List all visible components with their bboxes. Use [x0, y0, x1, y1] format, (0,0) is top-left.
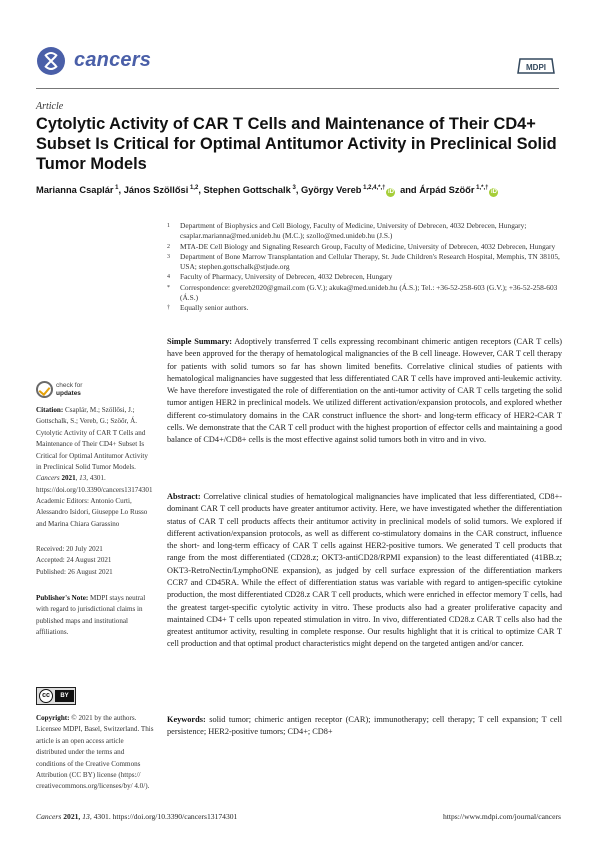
author-affiliation-marks: 1,*,† [474, 185, 489, 191]
affiliation-marker: 3 [167, 253, 170, 260]
affiliation-item [167, 252, 562, 273]
orcid-icon[interactable]: iD [490, 189, 497, 195]
footer-journal: Cancers [36, 812, 62, 821]
publisher-note-text: MDPI stays neutral with regard to jurisdictional claims in published maps and institutional affiliations. [36, 594, 146, 637]
affiliation-marker: 1 [167, 223, 170, 229]
footer-journal-url[interactable]: https://www.mdpi.com/journal/cancers [442, 812, 561, 821]
affiliation-text: Equally senior authors. [180, 303, 249, 313]
editors-text: Antonio Curti, Alessandro Isidori, Giuseppe Lo Russo and Marina Chiara Garassino [36, 497, 148, 528]
simple-summary-label: Simple Summary: [167, 337, 233, 346]
affiliation-text: MTA-DE Cell Biology and Signaling Research Group, Faculty of Medicine, University of Debrecen, 4032 Debrecen, Hungary [180, 241, 556, 251]
author-name: Stephen Gottschalk [203, 185, 291, 195]
simple-summary [167, 336, 562, 447]
affiliation-marker: * [167, 284, 170, 291]
keywords-label: Keywords: [167, 715, 206, 724]
citation-volume: 13, [79, 474, 89, 483]
author-name: Árpád Szöőr [419, 185, 475, 195]
check-updates-line1: check for [56, 382, 83, 389]
affiliation-text: Department of Bone Marrow Transplantation and Cellular Therapy, St. Jude Children's Research Hospital, Memphis, TN 38105, USA; stephen.gottschalk@stjude.org [180, 251, 560, 272]
affiliation-text: Department of Biophysics and Cell Biology, Faculty of Medicine, University of Debrecen, 4032 Debrecen, Hungary; csaplar.marianna@med.unideb.hu (M.C.); szollo@med.unideb.hu (J.S.) [180, 221, 527, 241]
citation-block: Citation: Csaplár, M.; Szöllősi, J.; Gottschalk, S.; Vereb, G.; Szöőr, Á. Cytolytic Activity of CAR T Cells and Maintenance of Their CD4+ Subset Is Critical for Optimal Antitumor Activity in Preclinical Solid Tumor Models. Cancers 2021, 13, 4301. https://doi.org/10.3390/cancers13174301 [36, 406, 153, 494]
editors-label: Academic Editors: [36, 497, 89, 505]
abstract-label: Abstract: [167, 492, 201, 501]
footer-citation [36, 812, 237, 821]
abstract-text: Correlative clinical studies of hematological malignancies have implicated that less differentiated, CD8+-dominant CAR T cell products have greater antitumor activity. Here, we have investigated whether the differentiation status of CAR T cell products affects their antitumor activity in preclinical models of solid tumors. We explored if different activation/expansion protocols, as well as different co-stimulatory domains in the CAR construct, influence the short- and long-term efficacy of CAR T cells against HER2-positive tumors. We generated T cell products that range from the most differentiated (CD28.z; OKT3-antiCD28/RPMI expansion) to the least differentiated (41BB.z; OKT3-RetroNectin/LymphoONE expansion), as judged by cell surface expression of the differentiation markers CCR7 and CD45RA. While the effect of differentiation status was variable with regard to antigen-specific cytokine production, the most differentiated CD28.z CAR T cell products, which were enriched in effector memory T cells, had the greatest target-specific cytolytic activity in vitro. These products also had a greater proliferative capacity and maintained CD4+ T cells upon repeated stimulation in vitro. In vivo, differentiated CD28.z CAR T cells also had the greatest antitumor activity, resulting in complete response. Our results highlight that it is critical to optimize CAR T cell production and that optimal product characteristics might depend on the targeted antigen and/or cancer. [167, 492, 563, 649]
cancers-journal-logo-icon [36, 46, 66, 76]
footer-volume: 13, [82, 812, 92, 821]
published-date: Published: 26 August 2021 [36, 567, 113, 576]
mdpi-logo-icon [516, 55, 556, 77]
accepted-date: Accepted: 24 August 2021 [36, 556, 112, 565]
check-for-updates-button[interactable] [36, 380, 92, 402]
affiliation-marker: † [167, 305, 170, 312]
publisher-note-block [36, 593, 154, 639]
check-updates-line2: updates [56, 389, 81, 397]
affiliation-text: Faculty of Pharmacy, University of Debrecen, 4032 Debrecen, Hungary [180, 272, 393, 282]
article-type: Article [36, 101, 64, 112]
keywords [167, 714, 562, 739]
affiliation-item [167, 242, 562, 252]
affiliation-marker: 4 [167, 274, 170, 281]
dates-block [36, 544, 154, 578]
footer-doi-link[interactable]: 4301. https://doi.org/10.3390/cancers13174301 [93, 812, 238, 821]
publisher-note-label: Publisher's Note: [36, 594, 89, 602]
copyright-text: © 2021 by the authors. Licensee MDPI, Basel, Switzerland. This article is an open access article distributed under the terms and conditions of the Creative Commons Attribution (CC BY) license (https:// creativecommons.org/licenses/by/ 4.0/). [36, 714, 154, 791]
author-name: Marianna Csaplár [36, 185, 114, 195]
citation-doi-link[interactable]: 4301. https://doi.org/10.3390/cancers13174301 [36, 474, 153, 494]
check-updates-icon [36, 381, 53, 398]
author-list: Marianna Csaplár $^1$, János Szöllősi $^{1,2}$, Stephen Gottschalk $^3$, György Vereb $^{1,2,4,*,\dagger}$iD and Árpád Szöőr $^{1,*,\dagger}$iD [36, 185, 497, 195]
citation-label: Citation: [36, 406, 64, 414]
by-mark: BY [55, 690, 74, 702]
citation-journal: Cancers [36, 474, 60, 483]
journal-name: cancers [74, 49, 152, 71]
affiliation-item [167, 303, 562, 313]
citation-text: Csaplár, M.; Szöllősi, J.; Gottschalk, S.; Vereb, G.; Szöőr, Á. Cytolytic Activity of CAR T Cells and Maintenance of Their CD4+ Subset Is Critical for Optimal Antitumor Activity in Preclinical Solid Tumor Models. [36, 406, 148, 472]
affiliation-list [167, 221, 562, 314]
orcid-icon[interactable]: iD [387, 189, 394, 195]
article-title: Cytolytic Activity of CAR T Cells and Maintenance of Their CD4+ Subset Is Critical for Optimal Antitumor Activity in Preclinical Solid Tumor Models [36, 115, 557, 173]
author-affiliation-marks: 3 [290, 185, 296, 191]
copyright-label: Copyright: [36, 714, 70, 722]
cc-mark: cc [39, 689, 53, 703]
simple-summary-text: Adoptively transferred T cells expressing recombinant chimeric antigen receptors (CAR T cells) have been approved for the therapy of hematological malignancies of the B cell lineage. However, CAR T cell therapy for patients with solid tumors so far has shown limited benefits. Correlative clinical studies of patients with hematological malignancies have suggested that less differentiated CAR T cells have improved anti-leukemic activity. We have therefore investigated the role of differentiation on the anti-tumor activity of CAR T cells targeting the solid tumor antigen HER2 in preclinical models. We utilized different activation/expansion protocols, and explored whether different co-stimulatory domains in the CAR construct influence the short- and long-term efficacy of HER2-CAR T cells. We demonstrate that the CAR T cell product with the highest proportion of effector cells and maintaining a good balance of CD4+/CD8+ cells is the most effective against solid tumors both in vitro and in vivo. [167, 337, 562, 445]
abstract [167, 491, 562, 651]
citation-year: 2021 [61, 474, 76, 483]
affiliation-marker: 2 [167, 243, 170, 250]
editors-block [36, 496, 154, 530]
cc-by-license-icon[interactable] [36, 687, 76, 705]
author-name: János Szöllősi [123, 185, 189, 195]
author-affiliation-marks: 1,2,4,*,† [361, 185, 386, 191]
copyright-block [36, 713, 154, 793]
received-date: Received: 20 July 2021 [36, 545, 103, 553]
author-name: György Vereb [300, 185, 362, 195]
affiliation-item [167, 272, 562, 282]
affiliation-text: Correspondence: gvereb2020@gmail.com (G.V.); akuka@med.unideb.hu (Á.S.); Tel.: +36-52-258-603 (G.V.); +36-52-258-603 (Á.S.) [180, 282, 558, 303]
affiliation-item [167, 283, 562, 304]
svg-text:MDPI: MDPI [526, 63, 546, 72]
header-rule [36, 88, 559, 89]
keywords-text: solid tumor; chimeric antigen receptor (CAR); immunotherapy; cell therapy; T cell expansion; T cell persistence; HER2-positive tumors; CD4+; CD8+ [167, 715, 563, 737]
footer-year: 2021, [63, 812, 81, 821]
affiliation-item [167, 221, 562, 242]
author-affiliation-marks: 1 [113, 185, 119, 191]
author-affiliation-marks: 1,2 [188, 185, 199, 191]
